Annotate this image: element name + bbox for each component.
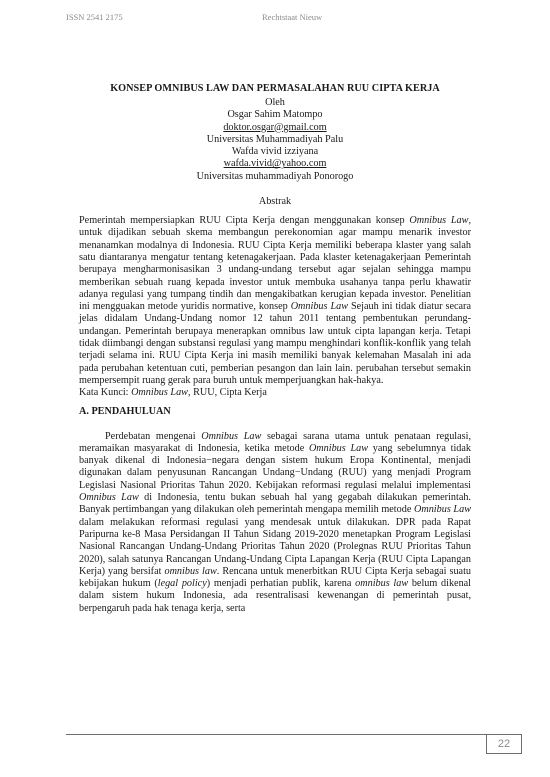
body-text-segment: sebagai sarana utama untuk penataan regulasi, meramaikan masyarakat di Indonesia, ketika metode [79,430,472,454]
author-block [79,97,471,183]
abstract-text-segment: Omnibus Law [290,301,349,313]
body-text-segment: di Indonesia, tentu bukan sebuah hal yang gegabah dilakukan pemerintah. Banyak pertimbangan yang dilakukan oleh pemerintah mengapa memilih metode [79,492,471,516]
body-text-segment: omnibus law [164,565,217,577]
abstract-text-segment: Sejauh ini tidak diatur secara jelas didalam Undang-Undang nomor 12 tahun 2011 tentang pembentukan perundang-undangan. Pemerintah berupaya menerapkan omnibus law untuk cipta lapangan kerja. Tetapi tidak diimbangi dengan substansi regulasi yang mampu menghindari konflik-konflik yang telah terjadi selama ini. RUU Cipta Kerja ini masih memiliki banyak kelemahan Masalah ini ada pada perubahan ketentuan cuti, pemberian pesangon dan lain lain. perubahan tersebut semakin mempersempit ruang gerak para buruh untuk memperjuangkan hak-hakya. [79,301,471,386]
author-name: Wafda vivid izziyana [231,146,319,158]
body-text-segment: Perdebatan mengenai [105,430,202,442]
abstract-heading: Abstrak [258,196,292,208]
abstract-paragraph [79,215,471,387]
author-affiliation: Universitas Muhammadiyah Palu [206,133,344,145]
issn-label: ISSN 2541 2175 [66,12,123,22]
author-email-link[interactable]: wafda.vivid@yahoo.com [223,158,327,170]
body-text-segment: Omnibus Law [201,430,262,442]
keyword: , RUU, Cipta Kerja [187,387,267,399]
footer-divider [66,734,486,735]
article-title: KONSEP OMNIBUS LAW DAN PERMASALAHAN RUU CIPTA KERJA [110,83,440,94]
body-text-segment: yang sebelumnya tidak banyak dikenal di Indonesia−negara dengan sistem hukum Eropa Kontinental, menjadi digunakan dalam penyusunan Rancangan Undang−Undang (RUU) yang menjadi Program Legislasi Nasional Prioritas Tahun 2020. Kebijakan reformasi regulasi melalui implementasi [79,442,471,491]
page-number: 22 [486,734,522,754]
running-header [0,12,550,28]
body-text-segment: legal policy [157,578,207,590]
abstract-text-segment: Pemerintah mempersiapkan RUU Cipta Kerja dengan menggunakan konsep [79,215,410,227]
keywords-line [79,387,471,399]
body-text-segment: ) menjadi perhatian publik, karena [206,578,356,590]
body-text-segment: Omnibus Law [308,442,369,454]
body-paragraph [79,431,471,615]
keywords-label: Kata Kunci: [79,387,132,399]
article-page [79,82,471,615]
body-text-segment: Omnibus Law [414,504,471,516]
abstract-text-segment: Omnibus Law [409,215,469,227]
author-name: Osgar Sahim Matompo [227,109,323,121]
body-text-segment: belum dikenal dalam sistem hukum Indonesia, ada resentralisasi kewenangan di pemerintah pusat, berpengaruh pada hak tenaga kerja, serta [79,578,472,614]
abstract-text-segment: , untuk dijadikan sebuah skema membangun perekonomian agar mampu menarik investor menanamkan modalnya di Indonesia. RUU Cipta Kerja memiliki beberapa klaster yang salah satu diantaranya mengatur tentang ketenagakerjaan. Pada klaster ketenagakerjaan Pemerintah berupaya mengharmonisasikan 3 undang-undang tersebut agar sejalan sehingga mampu memberikan sebuah ruang kepada investor untuk membuka usahanya tanpa perlu khawatir adanya regulasi yang tumpang tindih dan mengakibatkan kerugian kepada investor. Penelitian ini mengguakan metode yuridis normative, konsep [79,215,471,313]
body-text-segment: . Rencana untuk menerbitkan RUU Cipta Kerja sebagai suatu kebijakan hukum ( [79,565,471,590]
author-email-link[interactable]: doktor.osgar@gmail.com [223,121,327,133]
body-text-segment: Omnibus Law [79,492,139,504]
body-text-segment: omnibus law [355,578,409,590]
keyword: Omnibus Law [131,387,188,399]
section-heading: A. PENDAHULUAN [79,405,171,417]
by-label: Oleh [265,97,285,108]
author-affiliation: Universitas muhammadiyah Ponorogo [196,170,354,182]
journal-name: Rechtstaat Nieuw [262,12,323,22]
body-text-segment: dalam melakukan reformasi regulasi yang mendesak untuk dilakukan. DPR pada Rapat Paripurna ke-8 Masa Persidangan II Tahun Sidang 2019-2020 menetapkan Program Legislasi Nasional Rancangan Undang-Undang Prioritas Tahun 2020 (Prolegnas RUU Prioritas Tahun 2020), salah satunya Rancangan Undang-Undang Cipta Lapangan Kerja (RUU Cipta Lapangan Kerja) yang bersifat [79,516,471,577]
